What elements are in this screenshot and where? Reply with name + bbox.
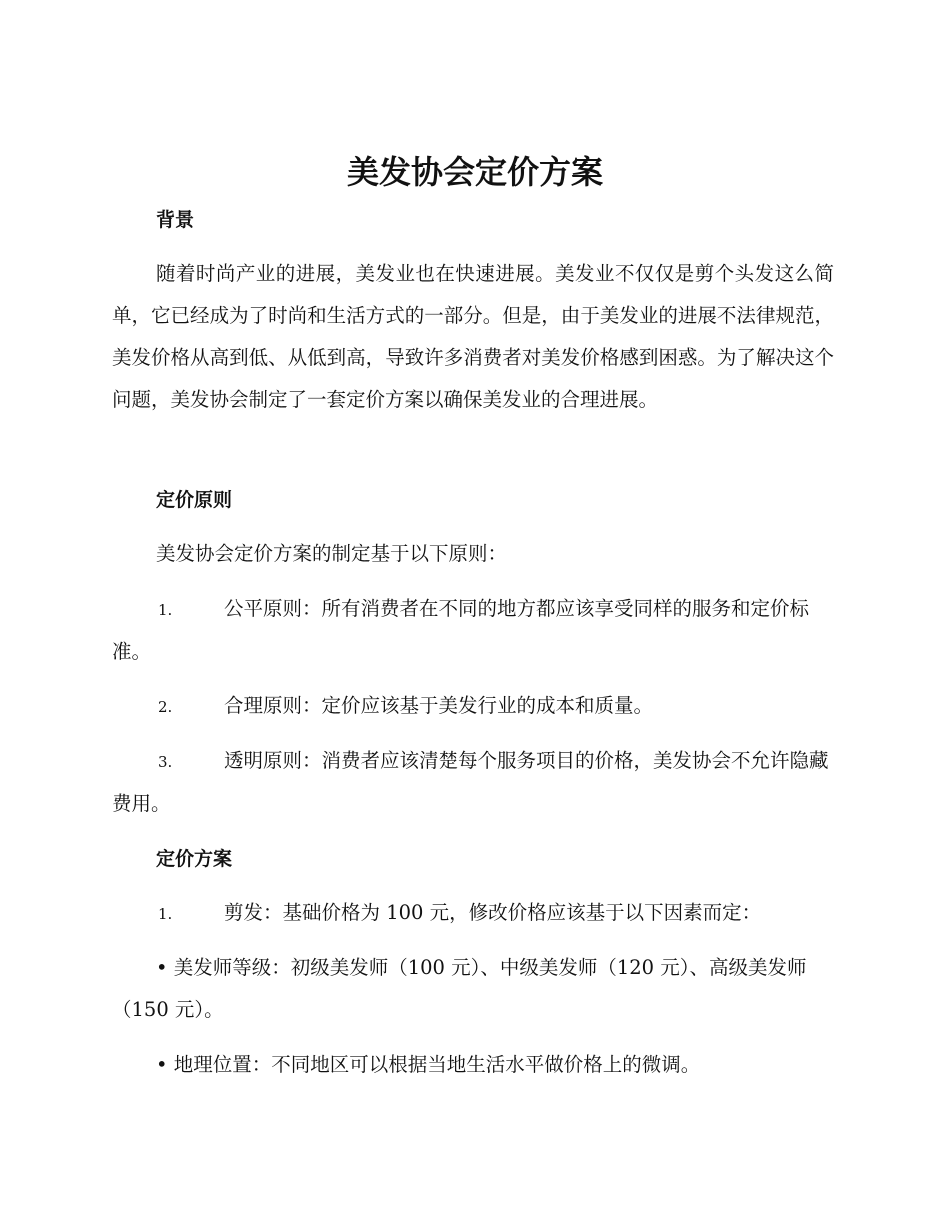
principle-item-1	[112, 588, 834, 673]
list-item-text: 剪发：基础价格为 100 元，修改价格应该基于以下因素而定：	[224, 901, 762, 924]
plan-item-1	[112, 892, 834, 935]
principle-item-3	[112, 740, 834, 825]
list-item-text: 透明原则：消费者应该清楚每个服务项目的价格，美发协会不允许隐藏费用。	[112, 749, 829, 815]
plan-bullet-level: • 美发师等级：初级美发师（100 元）、中级美发师（120 元）、高级美发师（150 元）。	[112, 956, 807, 1021]
list-item-text: 合理原则：定价应该基于美发行业的成本和质量。	[224, 694, 654, 717]
page-title: 美发协会定价方案	[346, 153, 603, 191]
plan-bullet-location: • 地理位置：不同地区可以根据当地生活水平做价格上的微调。	[156, 1053, 701, 1076]
list-item-text: 公平原则：所有消费者在不同的地方都应该享受同样的服务和定价标准。	[112, 597, 810, 663]
list-number: 1.	[158, 601, 173, 619]
section-heading-principles: 定价原则	[156, 489, 233, 511]
section-heading-plan: 定价方案	[156, 848, 233, 870]
section-heading-background: 背景	[156, 209, 195, 231]
list-number: 3.	[158, 753, 173, 771]
background-paragraph: 随着时尚产业的进展，美发业也在快速进展。美发业不仅仅是剪个头发这么简单，它已经成为了时尚和生活方式的一部分。但是，由于美发业的进展不法律规范，美发价格从高到低、从低到高，导致许多消费者对美发价格感到困惑。为了解决这个问题，美发协会制定了一套定价方案以确保美发业的合理进展。	[112, 262, 834, 411]
principle-item-2	[112, 685, 834, 728]
principles-intro: 美发协会定价方案的制定基于以下原则：	[156, 542, 508, 565]
list-number: 1.	[158, 905, 173, 923]
list-number: 2.	[158, 698, 173, 716]
